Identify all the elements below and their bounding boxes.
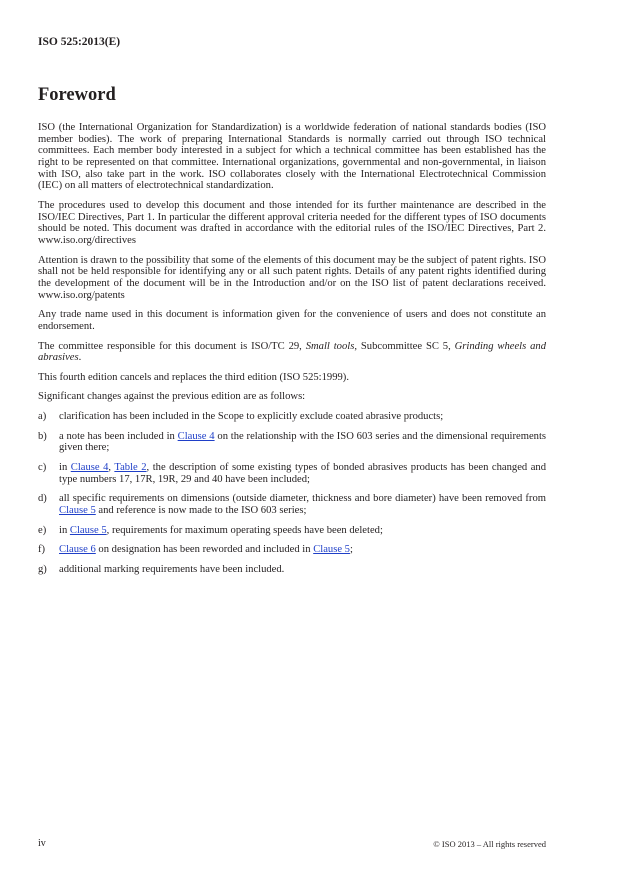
list-item <box>38 525 546 537</box>
list-text: ; <box>349 544 353 556</box>
list-item <box>38 431 546 454</box>
page-title: Foreword <box>38 85 116 105</box>
document-body <box>38 122 546 584</box>
clause-5-link[interactable]: Clause 5 <box>59 505 96 517</box>
copyright-notice: © ISO 2013 – All rights reserved <box>433 839 546 849</box>
list-text: , <box>108 462 115 474</box>
paragraph-patents: Attention is drawn to the possibility that some of the elements of this document may be the subject of patent rights. ISO shall not be held responsible for identifying any or all such patent rights. Details of any patent rights identified during the development of the document will be in the Introduction and/or on the ISO list of patent declarations received. www.iso.org/patents <box>38 254 546 301</box>
list-label: d) <box>38 493 47 505</box>
paragraph-edition: This fourth edition cancels and replaces the third edition (ISO 525:1999). <box>38 371 349 383</box>
clause-4-link[interactable]: Clause 4 <box>177 430 215 442</box>
clause-4-link[interactable]: Clause 4 <box>70 462 109 474</box>
list-item <box>38 411 546 423</box>
document-id-header: ISO 525:2013(E) <box>38 36 121 48</box>
list-label: c) <box>38 462 47 474</box>
list-item <box>38 493 546 516</box>
committee-tc-name: Small tools <box>305 340 355 352</box>
list-text: additional marking requirements have been included. <box>59 564 285 576</box>
clause-5-link[interactable]: Clause 5 <box>313 544 350 556</box>
paragraph-procedures: The procedures used to develop this document and those intended for its further maintenance are described in the ISO/IEC Directives, Part 1. In particular the different approval criteria needed for the different types of ISO documents should be noted. This document was drafted in accordance with the editorial rules of the ISO/IEC Directives, Part 2. www.iso.org/directives <box>38 199 546 246</box>
clause-5-link[interactable]: Clause 5 <box>69 524 107 536</box>
list-label: f) <box>38 544 46 556</box>
clause-6-link[interactable]: Clause 6 <box>59 544 96 556</box>
list-item <box>38 462 546 485</box>
table-2-link[interactable]: Table 2 <box>114 462 147 474</box>
list-label: a) <box>38 411 47 423</box>
list-text: , the description of some existing types of bonded abrasives products has been changed and type numbers 17, 17R, 19R, 29 and 40 have been included; <box>59 462 547 485</box>
paragraph-changes-intro: Significant changes against the previous edition are as follows: <box>38 391 306 403</box>
list-text: in <box>59 462 71 474</box>
list-text: on designation has been reworded and included in <box>95 544 314 556</box>
list-label: e) <box>38 524 47 536</box>
paragraph-trade-name: Any trade name used in this document is information given for the convenience of users and does not constitute an endorsement. <box>38 309 546 332</box>
committee-post: . <box>78 352 82 364</box>
list-text: in <box>59 524 70 536</box>
list-label: b) <box>38 430 47 442</box>
paragraph-committee <box>38 341 546 364</box>
list-text: a note has been included in <box>59 430 178 442</box>
list-item <box>38 544 546 556</box>
page-number: iv <box>38 838 46 849</box>
list-text: clarification has been included in the Scope to explicitly exclude coated abrasive products; <box>59 411 444 423</box>
committee-mid: , Subcommittee SC 5, <box>354 340 455 352</box>
list-text: , requirements for maximum operating speeds have been deleted; <box>106 524 383 536</box>
committee-pre: The committee responsible for this document is ISO/TC 29, <box>38 340 306 352</box>
list-text: on the relationship with the ISO 603 series and the dimensional requirements given there; <box>59 430 547 454</box>
paragraph-iso-intro: ISO (the International Organization for Standardization) is a worldwide federation of national standards bodies (ISO member bodies). The work of preparing International Standards is normally carried out through ISO technical committees. Each member body interested in a subject for which a technical committee has been established has the right to be represented on that committee. International organizations, governmental and non-governmental, in liaison with ISO, also take part in the work. ISO collaborates closely with the International Electrotechnical Commission (IEC) on all matters of electrotechnical standardization. <box>38 122 546 192</box>
committee-sc-name: Grinding wheels and abrasives <box>38 340 547 364</box>
list-item <box>38 564 546 576</box>
list-text: all specific requirements on dimensions (outside diameter, thickness and bore diameter) have been removed from <box>59 493 546 505</box>
list-label: g) <box>38 564 47 576</box>
list-text: and reference is now made to the ISO 603 series; <box>95 505 307 517</box>
